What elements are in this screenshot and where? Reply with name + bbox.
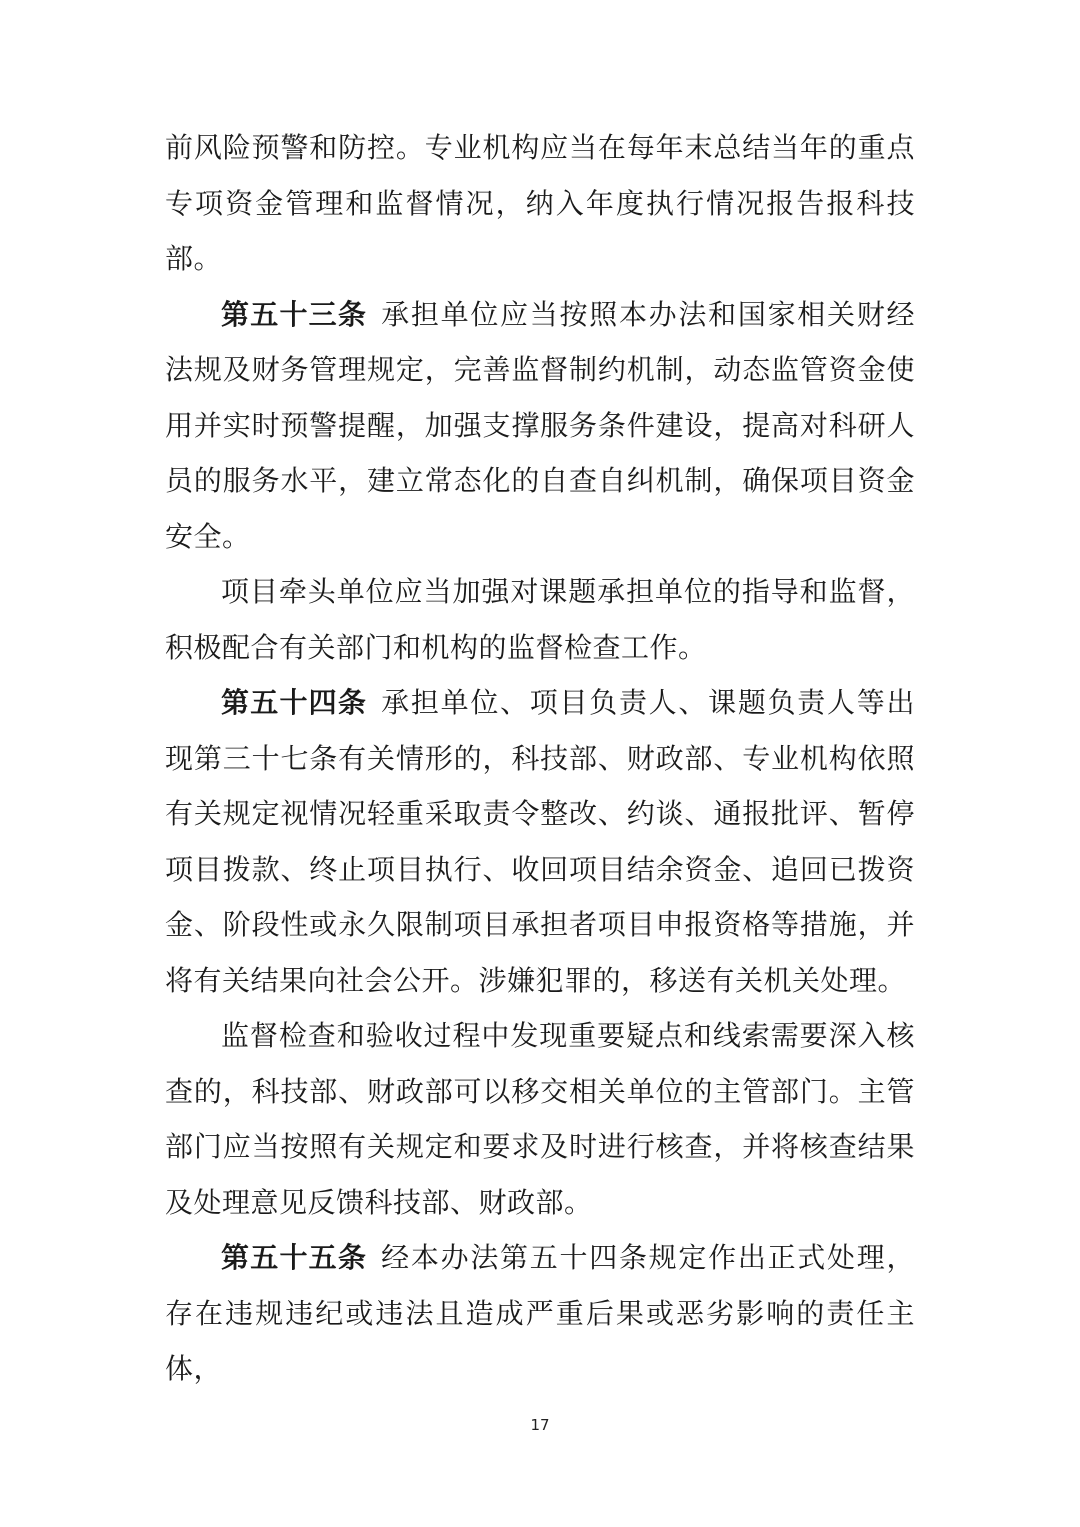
paragraph-2 xyxy=(165,287,915,565)
document-body xyxy=(165,120,915,1397)
paragraph-text: 承担单位、项目负责人、课题负责人等出现第三十七条有关情形的，科技部、财政部、专业机构依照有关规定视情况轻重采取责令整改、约谈、通报批评、暂停项目拨款、终止项目执行、收回项目结余资金、追回已拨资金、阶段性或永久限制项目承担者项目申报资格等措施，并将有关结果向社会公开。涉嫌犯罪的，移送有关机关处理。 xyxy=(165,686,915,997)
paragraph-text: 前风险预警和防控。专业机构应当在每年末总结当年的重点专项资金管理和监督情况，纳入年度执行情况报告报科技部。 xyxy=(165,131,915,275)
paragraph-text: 项目牵头单位应当加强对课题承担单位的指导和监督，积极配合有关部门和机构的监督检查工作。 xyxy=(165,575,915,664)
paragraph-1 xyxy=(165,120,915,287)
paragraph-text: 经本办法第五十四条规定作出正式处理，存在违规违纪或违法且造成严重后果或恶劣影响的责任主体， xyxy=(165,1241,915,1385)
paragraph-text: 承担单位应当按照本办法和国家相关财经法规及财务管理规定，完善监督制约机制，动态监管资金使用并实时预警提醒，加强支撑服务条件建设，提高对科研人员的服务水平，建立常态化的自查自纠机制，确保项目资金安全。 xyxy=(165,297,915,553)
page-number: 17 xyxy=(530,1416,550,1434)
paragraph-5 xyxy=(165,1008,915,1230)
article-number: 第五十四条 xyxy=(221,686,368,719)
paragraph-6 xyxy=(165,1230,915,1397)
paragraph-text: 监督检查和验收过程中发现重要疑点和线索需要深入核查的，科技部、财政部可以移交相关单位的主管部门。主管部门应当按照有关规定和要求及时进行核查，并将核查结果及处理意见反馈科技部、财政部。 xyxy=(165,1019,915,1219)
paragraph-4 xyxy=(165,675,915,1008)
paragraph-3 xyxy=(165,564,915,675)
article-number: 第五十三条 xyxy=(221,297,368,331)
article-number: 第五十五条 xyxy=(221,1241,368,1274)
